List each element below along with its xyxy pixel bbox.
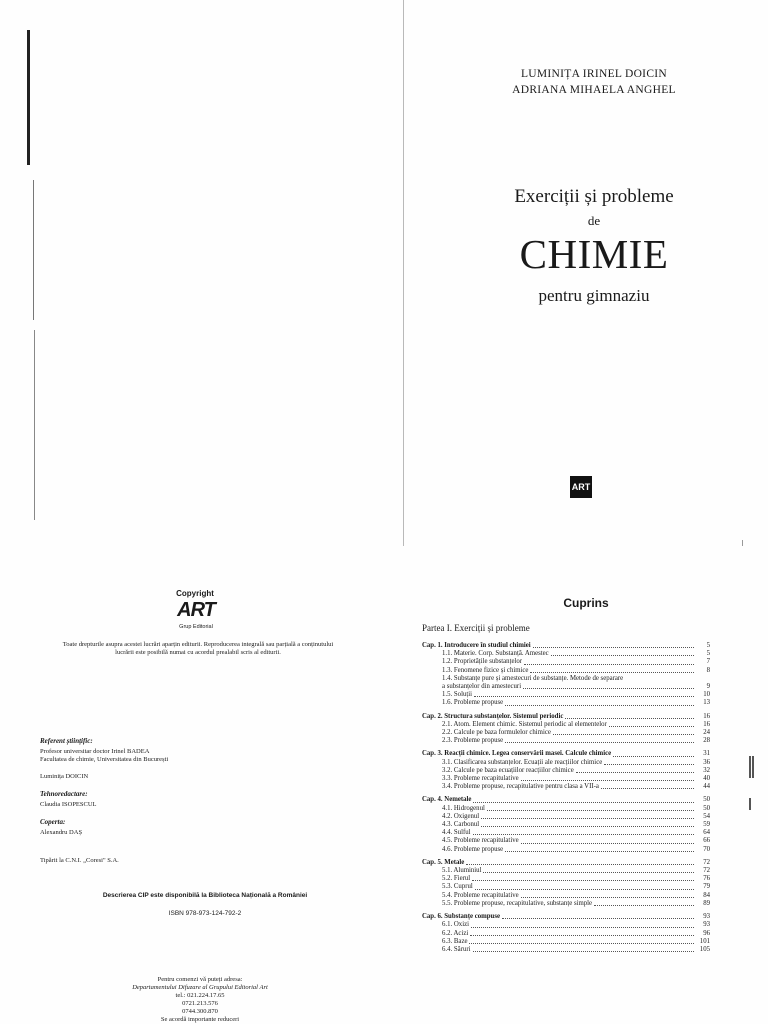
orders-info	[100, 976, 300, 1024]
toc-section-title: 2.1. Atom. Element chimic. Sistemul periodic al elementelor	[442, 720, 607, 728]
toc-leader	[521, 897, 694, 898]
toc-leader	[524, 664, 694, 665]
toc-section-title: 3.3. Probleme recapitulative	[442, 775, 519, 783]
art-logo-subtitle: Grup Editorial	[179, 624, 213, 630]
toc-page-number: 50	[703, 804, 710, 812]
toc-leader	[505, 851, 694, 852]
toc-page-number: 93	[703, 913, 710, 921]
toc-section-row	[422, 846, 710, 854]
toc-page-number: 36	[703, 758, 710, 766]
toc-section-row	[422, 699, 710, 707]
toc-page-number: 72	[703, 858, 710, 866]
author-1: LUMINIȚA IRINEL DOICIN	[520, 68, 668, 80]
toc-leader	[474, 696, 694, 697]
toc-section-title: 5.1. Aluminiul	[442, 867, 482, 875]
toc-page-number: 32	[703, 766, 710, 774]
cip-notice: Descrierea CIP este disponibilă la Biblioteca Națională a României	[102, 892, 308, 899]
toc-section-row	[422, 900, 710, 908]
rights-text: Toate drepturile asupra acestei lucrări aparțin editurii. Reproducerea integrală sau parțială a conținutului lucrării este posibilă numai cu acordul prealabil scris al editurii.	[62, 641, 334, 656]
toc-page-number: 59	[703, 821, 710, 829]
toc-section-row	[422, 759, 710, 767]
referent-line-2: Facultatea de chimie, Universitatea din București	[40, 756, 169, 763]
isbn: ISBN 978-973-124-792-2	[168, 910, 242, 917]
toc-page-number: 24	[703, 729, 710, 737]
toc-leader	[530, 672, 694, 673]
toc-section-row	[422, 867, 710, 875]
toc-page-number: 5	[706, 642, 710, 649]
toc-section-row	[422, 930, 710, 938]
toc-chapter-title: Cap. 3. Reacții chimice. Legea conservării masei. Calcule chimice	[422, 750, 612, 758]
toc-chapter-row	[422, 713, 710, 721]
toc-section-row	[422, 783, 710, 791]
toc-leader	[470, 935, 694, 936]
toc-section-title: 1.1. Materie. Corp. Substanță. Amestec	[442, 650, 549, 658]
toc-section-title: 5.5. Probleme propuse, recapitulative, substanțe simple	[442, 899, 593, 907]
toc-section-row	[422, 767, 710, 775]
toc-section-row	[422, 667, 710, 675]
toc-chapter-title: Cap. 2. Structura substanțelor. Sistemul periodic	[422, 712, 564, 720]
toc-section-title: 4.4. Sulful	[442, 829, 471, 837]
toc-section-title-cont: a substanțelor din amestecuri	[442, 683, 522, 691]
toc-leader	[613, 756, 694, 757]
toc-section-title: 1.6. Probleme propuse	[442, 699, 504, 707]
toc-leader	[471, 927, 694, 928]
scan-edge-mark	[33, 180, 34, 320]
toc-leader	[594, 905, 694, 906]
toc-section-title: 6.3. Baze	[442, 937, 468, 945]
toc-page-number: 70	[703, 845, 710, 853]
orders-line: 0744.300.870	[182, 1008, 218, 1015]
toc-page-number: 50	[703, 796, 710, 804]
scan-edge-mark	[34, 330, 35, 520]
toc-page-number: 10	[703, 691, 710, 699]
toc-section-row	[422, 921, 710, 929]
toc-page-number: 44	[703, 783, 710, 791]
referent-extra: Luminița DOICIN	[40, 773, 89, 780]
toc-chapter-block	[422, 750, 710, 791]
art-logo: ART	[177, 599, 215, 621]
referent-label: Referent științific:	[40, 737, 93, 745]
toc-leader	[505, 705, 694, 706]
toc-section-title: 4.2. Oxigenul	[442, 812, 480, 820]
toc-section-row	[422, 875, 710, 883]
toc-section-row	[422, 691, 710, 699]
toc-leader	[505, 742, 694, 743]
printed-at: Tipărit la C.N.I. „Coresi" S.A.	[40, 857, 119, 864]
toc-page-number: 40	[703, 775, 710, 783]
toc-section-row	[422, 650, 710, 658]
toc-section-row	[422, 658, 710, 666]
toc-page-number: 96	[703, 929, 710, 937]
orders-line: Se acordă importante reduceri	[160, 1016, 240, 1023]
authors	[464, 66, 724, 98]
copyright-page	[0, 546, 404, 1024]
copyright-heading: Copyright	[176, 589, 214, 598]
toc-chapter-title: Cap. 1. Introducere în studiul chimiei	[422, 642, 531, 649]
toc-chapter-block	[422, 713, 710, 746]
toc-page-number: 84	[703, 891, 710, 899]
toc-section-title: 6.2. Acizi	[442, 929, 469, 937]
toc-section-row	[422, 946, 710, 954]
toc-chapter-row	[422, 913, 710, 921]
toc-section-title: 2.2. Calcule pe baza formulelor chimice	[442, 729, 551, 737]
toc-page-number: 72	[703, 867, 710, 875]
toc-section-row	[422, 775, 710, 783]
toc-section-title: 1.3. Fenomene fizice și chimice	[442, 666, 529, 674]
toc-section-row	[422, 737, 710, 745]
toc-leader	[469, 943, 694, 944]
toc-leader	[521, 780, 694, 781]
toc-section-title: 3.4. Probleme propuse, recapitulative pentru clasa a VII-a	[442, 783, 599, 791]
publisher-logo: ART	[570, 476, 592, 498]
toc-page-number: 5	[706, 650, 710, 658]
toc-leader	[609, 726, 694, 727]
toc-page-number: 16	[703, 720, 710, 728]
toc-chapter-block	[422, 859, 710, 908]
toc-chapter-block	[422, 913, 710, 954]
toc-leader	[521, 843, 694, 844]
toc-leader	[502, 918, 694, 919]
toc-page-number: 7	[706, 658, 710, 666]
toc-page-number: 9	[706, 683, 710, 691]
coperta-value: Alexandru DAȘ	[40, 829, 83, 836]
orders-line: Departamentului Difuzare al Grupului Editorial Art	[132, 984, 268, 991]
toc-section-row	[422, 837, 710, 845]
toc-leader	[466, 864, 694, 865]
toc-section-title: 5.2. Fierul	[442, 875, 471, 883]
toc-section-row	[422, 805, 710, 813]
toc-page-number: 64	[703, 829, 710, 837]
toc-chapter-title: Cap. 5. Metale	[422, 858, 465, 866]
scan-edge-mark	[749, 756, 751, 778]
toc-section-title: 1.5. Soluții	[442, 691, 473, 699]
toc-leader	[473, 802, 694, 803]
toc-leader	[481, 818, 694, 819]
toc-leader	[473, 951, 694, 952]
toc-page-number: 101	[699, 937, 710, 945]
toc-section-title: 4.5. Probleme recapitulative	[442, 837, 519, 845]
referent-line-1: Profesor universitar doctor Irinel BADEA	[40, 748, 150, 755]
toc-section-title: 4.6. Probleme propuse	[442, 845, 504, 853]
toc-section-row	[422, 892, 710, 900]
tehnoredactare-label: Tehnoredactare:	[40, 790, 88, 798]
toc-leader	[523, 688, 694, 689]
toc-leader	[473, 834, 694, 835]
toc-chapter-row	[422, 642, 710, 650]
toc-leader	[576, 772, 694, 773]
toc-leader	[551, 655, 694, 656]
toc-section-row	[422, 821, 710, 829]
coperta-label: Coperta:	[40, 818, 66, 826]
book-subtitle: pentru gimnaziu	[538, 286, 650, 305]
toc-leader	[487, 810, 694, 811]
orders-line: tel.: 021.224.17.65	[175, 992, 225, 999]
contents-title: Cuprins	[563, 596, 609, 610]
toc-section-row	[422, 721, 710, 729]
part-heading: Partea I. Exerciții și probleme	[422, 623, 530, 633]
toc-leader	[481, 826, 694, 827]
scan-edge-mark	[27, 30, 30, 165]
book-title: CHIMIE	[519, 231, 669, 277]
toc-section-title: 1.4. Substanțe pure și amestecuri de substanțe. Metode de separare	[442, 674, 624, 682]
toc-section-row	[422, 683, 710, 691]
toc-chapter-row	[422, 796, 710, 804]
toc-page-number: 31	[703, 750, 710, 758]
toc-chapter-row	[422, 750, 710, 758]
toc-chapter-title: Cap. 6. Substanțe compuse	[422, 913, 500, 921]
toc-section-title: 3.1. Clasificarea substanțelor. Ecuații ale reacțiilor chimice	[442, 758, 603, 766]
toc-page-number: 16	[703, 712, 710, 720]
toc-section-title: 5.4. Probleme recapitulative	[442, 891, 519, 899]
toc-page-number: 76	[703, 875, 710, 883]
toc-chapter-title: Cap. 4. Nemetale	[422, 796, 472, 804]
toc-page-number: 79	[703, 883, 710, 891]
toc-leader	[533, 647, 694, 648]
toc-page-number: 28	[703, 737, 710, 745]
toc-section-row	[422, 829, 710, 837]
toc-page-number: 105	[699, 945, 710, 953]
toc-page-number: 66	[703, 837, 710, 845]
scan-edge-mark	[752, 756, 754, 778]
orders-line: 0721.213.576	[182, 1000, 218, 1007]
blank-page	[0, 0, 404, 546]
tehnoredactare-value: Claudia ISOPESCUL	[40, 801, 97, 808]
toc-section-title: 4.3. Carbonul	[442, 821, 480, 829]
toc-chapter-block	[422, 796, 710, 853]
table-of-contents	[422, 642, 710, 954]
toc-section-title: 3.2. Calcule pe baza ecuațiilor reacțiilor chimice	[442, 766, 574, 774]
orders-line: Pentru comenzi vă puteți adresa:	[157, 976, 243, 983]
toc-leader	[483, 872, 694, 873]
author-2: ADRIANA MIHAELA ANGHEL	[512, 84, 676, 96]
toc-section-title: 1.2. Proprietățile substanțelor	[442, 658, 523, 666]
toc-section-row	[422, 938, 710, 946]
toc-section-title: 5.3. Cuprul	[442, 883, 473, 891]
toc-chapter-row	[422, 859, 710, 867]
toc-page-number: 54	[703, 812, 710, 820]
toc-leader	[601, 788, 694, 789]
toc-leader	[565, 718, 694, 719]
toc-section-title: 4.1. Hidrogenul	[442, 804, 485, 812]
toc-section-title: 6.4. Săruri	[442, 945, 471, 953]
toc-section-row	[422, 883, 710, 891]
toc-section-title: 6.1. Oxizi	[442, 921, 469, 929]
toc-leader	[553, 734, 694, 735]
toc-section-row	[422, 675, 710, 683]
toc-page-number: 13	[703, 699, 710, 707]
toc-page-number: 89	[703, 899, 710, 907]
title-de: de	[587, 213, 601, 228]
toc-page-number: 93	[703, 921, 710, 929]
toc-leader	[604, 764, 694, 765]
toc-page-number: 8	[706, 666, 710, 674]
scan-edge-mark	[749, 798, 751, 810]
toc-section-title: 2.3. Probleme propuse	[442, 737, 504, 745]
toc-section-row	[422, 729, 710, 737]
cover-page	[404, 0, 768, 546]
toc-leader	[475, 889, 694, 890]
contents-page	[404, 546, 768, 1024]
toc-section-row	[422, 813, 710, 821]
toc-leader	[472, 880, 694, 881]
title-line-1: Exerciții și probleme	[514, 186, 674, 207]
toc-chapter-block	[422, 642, 710, 708]
